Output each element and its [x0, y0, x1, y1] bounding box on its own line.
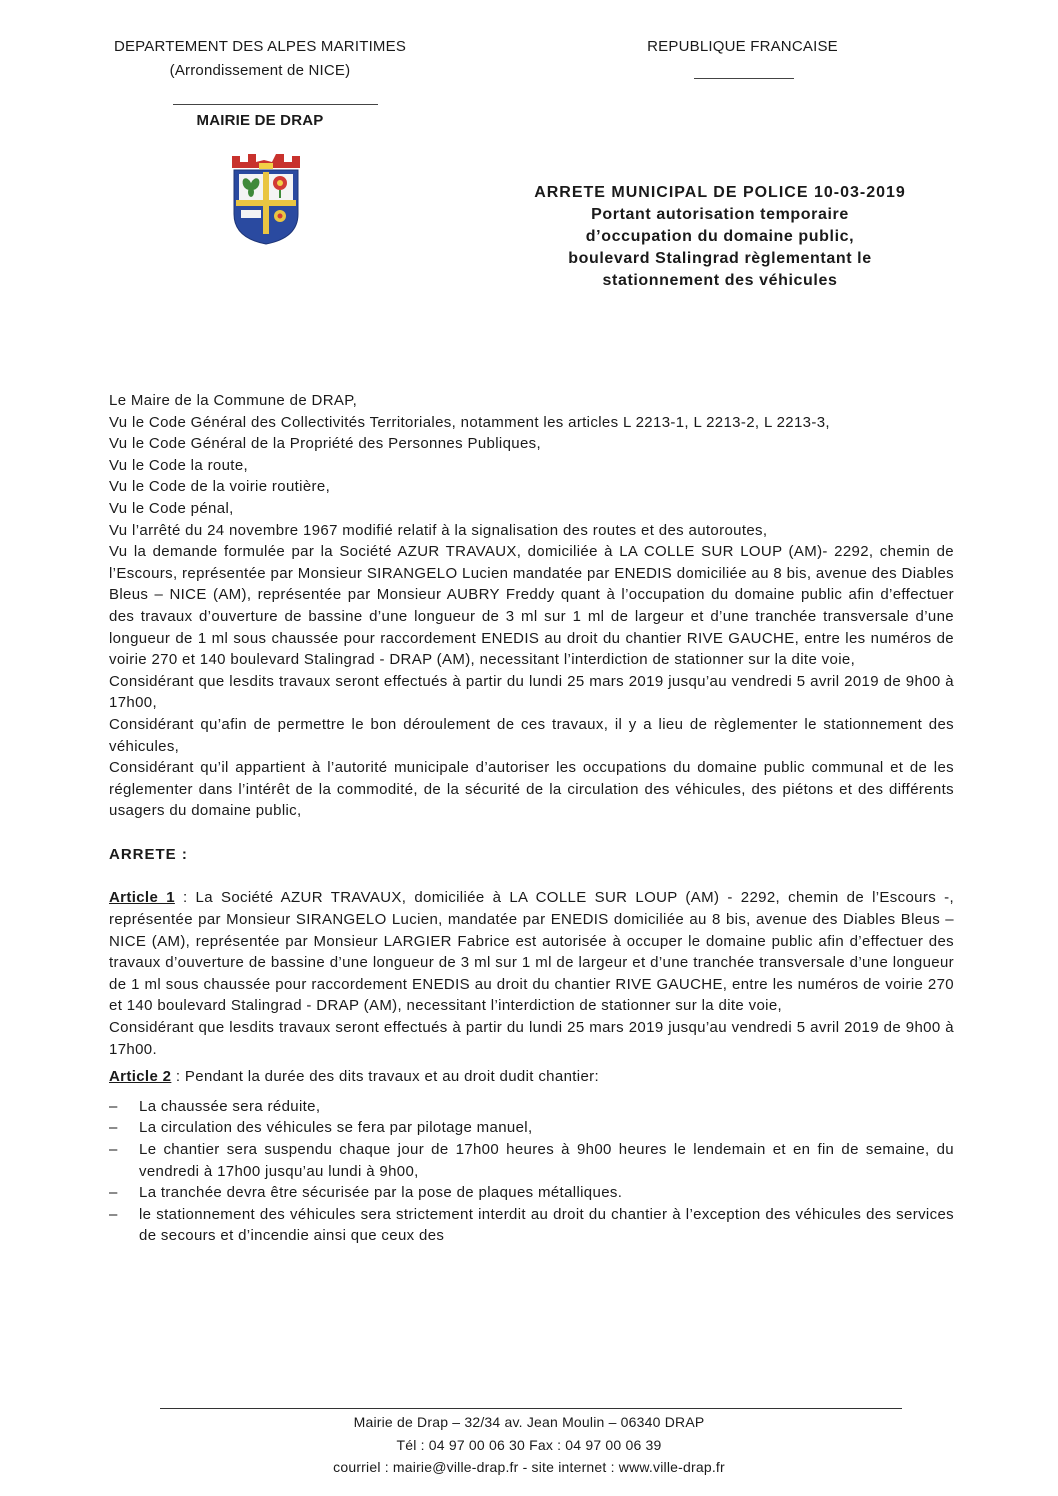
footer-phones: Tél : 04 97 00 06 30 Fax : 04 97 00 06 39	[396, 1437, 662, 1453]
article-1	[109, 887, 954, 1017]
decree-body	[109, 390, 954, 1247]
article-1-label: Article 1	[109, 889, 175, 907]
article-2	[109, 1066, 954, 1088]
mairie-label: MAIRIE DE DRAP	[196, 112, 324, 129]
dash-mark: –	[109, 1184, 118, 1202]
article-1-text: La Société AZUR TRAVAUX, domiciliée à LA COLLE SUR LOUP (AM) - 2292, chemin de l’Escours -, représentée par Monsieur SIRANGELO Lucien, mandatée par ENEDIS domiciliée au 8 bis, avenue des Diables Bleus – NICE (AM), représentée par Monsieur LARGIER Fabrice est autorisée à occuper le domaine public afin d’effectuer des travaux d’ouverture de bassine d’une longueur de 3 ml sur 1 ml de largeur et d’une tranchée transversale d’une longueur de 1 ml sous chaussée pour raccordement ENEDIS au droit du chantier RIVE GAUCHE, entre les numéros de voirie 270 et 140 boulevard Stalingrad - DRAP (AM), necessitant l’interdiction de stationner sur la dite voie,	[109, 889, 954, 1015]
preamble-line: Considérant qu’il appartient à l’autorité municipale d’autoriser les occupations du domaine public communal et de les réglementer dans l’intérêt de la commodité, de la sécurité de la circulation des véhicules, des piétons et des différents usagers du domaine public,	[109, 759, 954, 820]
dash-mark: –	[109, 1119, 118, 1137]
title-line-3: d’occupation du domaine public,	[585, 228, 855, 245]
department-label: DEPARTEMENT DES ALPES MARITIMES	[113, 38, 407, 55]
arrete-heading: ARRETE :	[109, 845, 188, 863]
preamble-line: Considérant que lesdits travaux seront effectués à partir du lundi 25 mars 2019 jusqu’au vendredi 5 avril 2019 de 9h00 à 17h00,	[109, 672, 954, 712]
preamble-line: Vu l’arrêté du 24 novembre 1967 modifié relatif à la signalisation des routes et des autoroutes,	[109, 521, 768, 539]
dash-mark: –	[109, 1141, 118, 1158]
header-left-rule	[173, 104, 378, 105]
arrondissement-label: (Arrondissement de NICE)	[169, 62, 351, 79]
list-item: – La chaussée sera réduite,	[109, 1096, 954, 1118]
list-item: – Le chantier sera suspendu chaque jour de 17h00 heures à 9h00 heures le lendemain et en fin de semaine, du vendredi à 17h00 jusqu’au lundi à 9h00,	[109, 1141, 954, 1180]
list-item: – le stationnement des véhicules sera strictement interdit au droit du chantier à l’exception des véhicules des services de secours et d’incendie ainsi que ceux des	[109, 1205, 954, 1245]
title-line-5: stationnement des véhicules	[602, 272, 838, 289]
preamble-line: Vu le Code de la voirie routière,	[109, 478, 331, 496]
list-item: – La tranchée devra être sécurisée par la pose de plaques métalliques.	[109, 1182, 954, 1204]
preamble-line: Le Maire de la Commune de DRAP,	[109, 392, 358, 409]
article-1-sep: :	[174, 889, 196, 907]
title-line-2: Portant autorisation temporaire	[591, 206, 849, 223]
republique-label: REPUBLIQUE FRANCAISE	[647, 38, 838, 55]
footer-rule	[160, 1408, 902, 1409]
preamble	[109, 390, 954, 822]
preamble-line: Vu le Code pénal,	[109, 499, 234, 517]
decree-title	[480, 182, 960, 292]
coat-of-arms-logo	[228, 150, 304, 246]
preamble-line: Vu le Code la route,	[109, 456, 249, 474]
preamble-line: Vu le Code Général des Collectivités Territoriales, notamment les articles L 2213-1, L 2213-2, L 2213-3,	[109, 413, 830, 431]
preamble-line: Vu la demande formulée par la Société AZUR TRAVAUX, domiciliée à LA COLLE SUR LOUP (AM)- 2292, chemin de l’Escours, représentée par Monsieur SIRANGELO Lucien mandatée par ENEDIS domiciliée au 8 bis, avenue des Diables Bleus – NICE (AM), représentée par Monsieur AUBRY Freddy quant à l’occupation du domaine public afin d’effectuer des travaux d’ouverture de bassine d’une longueur de 3 ml sur 1 ml de largeur et d’une tranchée transversale d’une longueur de 1 ml sous chaussée pour raccordement ENEDIS au droit du chantier RIVE GAUCHE, entre les numéros de voirie 270 et 140 boulevard Stalingrad - DRAP (AM), necessitant l’interdiction de stationner sur la dite voie,	[109, 543, 954, 669]
article-2-label: Article 2	[109, 1068, 172, 1086]
list-item: – La circulation des véhicules se fera par pilotage manuel,	[109, 1117, 954, 1139]
title-line-1: ARRETE MUNICIPAL DE POLICE 10-03-2019	[534, 184, 906, 201]
header-right-rule	[694, 78, 794, 79]
preamble-line: Vu le Code Général de la Propriété des Personnes Publiques,	[109, 435, 542, 453]
preamble-line: Considérant qu’afin de permettre le bon déroulement de ces travaux, il y a lieu de règlementer le stationnement des véhicules,	[109, 715, 954, 755]
article-2-list	[109, 1096, 954, 1247]
article-2-sep: :	[171, 1068, 185, 1086]
dash-mark: –	[109, 1205, 118, 1223]
article-1-dates: Considérant que lesdits travaux seront effectués à partir du lundi 25 mars 2019 jusqu’au vendredi 5 avril 2019 de 9h00 à 17h00.	[109, 1019, 954, 1058]
coat-of-arms-icon	[228, 150, 304, 246]
footer-contact: courriel : mairie@ville-drap.fr - site internet : www.ville-drap.fr	[333, 1459, 725, 1475]
dash-mark: –	[109, 1097, 118, 1115]
article-2-text: Pendant la durée des dits travaux et au droit dudit chantier:	[184, 1068, 600, 1086]
footer-address: Mairie de Drap – 32/34 av. Jean Moulin – 06340 DRAP	[353, 1414, 705, 1430]
title-line-4: boulevard Stalingrad règlementant le	[568, 250, 872, 267]
